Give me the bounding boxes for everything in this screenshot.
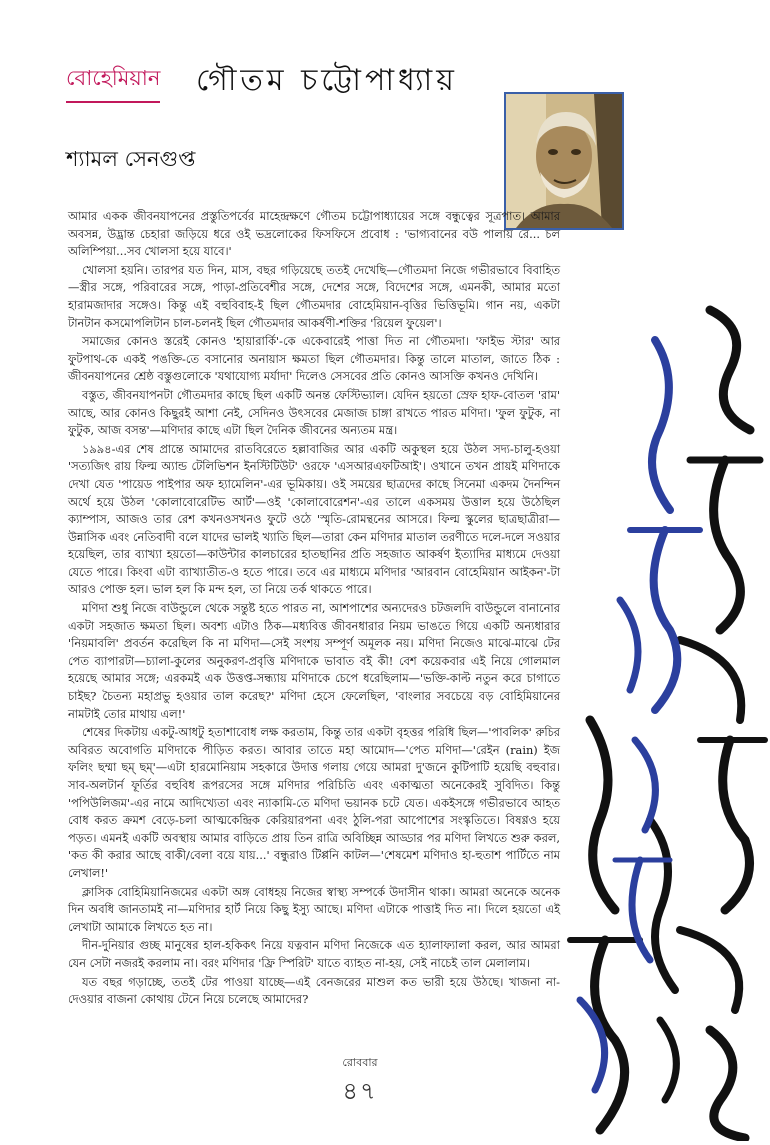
page-title: গৌতম চট্টোপাধ্যায় <box>196 63 458 98</box>
article-body <box>68 208 560 1010</box>
paragraph: সমাজের কোনও স্তরেই কোনও 'হায়ারার্কি'-কে একেবারেই পাত্তা দিত না গৌতমদা। 'ফাইভ স্টার' আর ফুটপাথ-কে একই পঙক্তি-তে বসানোর অনায়াস ক্ষমতা ছিল গৌতমদার। কিন্তু তালে মাতাল, জাতে ঠিক : জীবনযাপনের শ্রেষ্ঠ বস্তুগুলোকে 'যথাযোগ্য মর্যাদা' দিলেও সেসবের প্রতি কোনও আসক্তি কখনও দেখিনি। <box>68 334 560 384</box>
page-footer <box>330 1054 390 1113</box>
footer-label: রোববার <box>342 1056 378 1069</box>
paragraph: দীন-দুনিয়ার গুচ্ছ মানুষের হাল-হকিকৎ নিয়ে যত্নবান মণিদা নিজেকে এত হ্যালাফ্যালা করল, আর আমরা যেন সেটা নজরই করলাম না। বরং মণিদার 'ফ্রি স্পিরিট' যাতে ব্যাহত না-হয়, সেই নাচেই তাল মেলালাম। <box>68 938 560 970</box>
header-kicker: বোহেমিয়ান <box>66 62 160 103</box>
paragraph: যত বছর গড়াচ্ছে, ততই টের পাওয়া যাচ্ছে—এই বেনজরের মাশুল কত ভারী হয়ে উঠছে। খাজনা না-দেওয়ার বাজনা কোথায় টেনে নিয়ে চলেছে আমাদের? <box>68 974 560 1007</box>
calligraphy-icon <box>560 300 770 1141</box>
paragraph: খোলসা হয়নি। তারপর যত দিন, মাস, বছর গড়িয়েছে ততই দেখেছি—গৌতমদা নিজে গভীরভাবে বিবাহিত—স্ত্রীর সঙ্গে, পরিবারের সঙ্গে, পাড়া-প্রতিবেশীর সঙ্গে, দেশের সঙ্গে, বিদেশের সঙ্গে, এমনকী, আমার মতো হারামজাদার সঙ্গেও। কিন্তু এই বহুবিবাহ-ই ছিল গৌতমদার বোহেমিয়ান-বৃত্তির ভিত্তিভূমি। গান নয়, একটা টানটান কসমোপলিটান চাল-চলনই ছিল গৌতমদার আকর্ষণী-শক্তির 'রিয়েল ফুয়েল'। <box>68 262 560 330</box>
author-name: শ্যামল সেনগুপ্ত <box>66 147 196 171</box>
page-number: ৪৭ <box>342 1077 378 1105</box>
paragraph: ক্লাসিক বোহিমিয়ানিজমের একটা অঙ্গ বোধহয় নিজের স্বাস্থ্য সম্পর্কে উদাসীন থাকা। আমরা অনেকে অনেক দিন অবধি জানতামই না—মণিদার হার্ট নিয়ে কিছু ইস্যু আছে। মণিদা এটাকে পাত্তাই দিত না। দিলে হয়তো এই লেখাটা আমাকে লিখতে হত না। <box>68 884 560 934</box>
paragraph: বস্তুত, জীবনযাপনটা গৌতমদার কাছে ছিল একটি অনন্ত ফেস্টিভ্যাল। যেদিন হয়তো স্রেফ হাফ-বোতল 'রাম' আছে, আর কোনও কিছুরই আশা নেই, সেদিনও উৎসবের মেজাজ চাঙ্গা রাখতে পারত মণিদা। 'ফুল ফুটুক, না ফুটুক, আজ বসন্ত'—মণিদার কাছে এটা ছিল দৈনিক জীবনের অন্যতম মন্ত্র। <box>68 387 560 438</box>
paragraph: ১৯৯৪-এর শেষ প্রান্তে আমাদের রাতবিরেতে হল্লাবাজির আর একটি অকুস্থল হয়ে উঠল সদ্য-চালু-হওয়া 'সত্যজিৎ রায় ফিল্ম অ্যান্ড টেলিভিশন ইনস্টিটিউট' ওরফে 'এসআরএফটিআই'। ওখানে তখন প্রায়ই মণিদাকে দেখা যেত 'পায়েড পাইপার অফ হ্যামেলিন'-এর ভূমিকায়। ওই সময়ের ছাত্রদের কাছে সিনেমা একদম দৈনন্দিন অর্থে হয়ে উঠল 'কোলাবোরেটিভ আর্ট'—ওই 'কোলাবোরেশন'-এর তালে একসময় উত্তাল হয়ে উঠেছিল ক্যাম্পাস, আজও তার রেশ কখনওসখনও ফুটে ওঠে 'স্মৃতি-রোমন্থনের আসরে। ফিল্ম স্কুলের ছাত্রছাত্রীরা—উন্নাসিক এবং নেতিবাদী বলে যাদের ভালই খ্যাতি ছিল—তারা কেন মণিদার মাতাল তরণীতে দলে-দলে সওয়ার হয়েছিল, তার ব্যাখ্যা হয়তো—কাউন্টার কালচারের হাতছানির প্রতি সহজাত আকর্ষণ ইত্যাদির মাধ্যমে দেওয়া যেতে পারে। কিংবা এটা ব্যাখ্যাতীত-ও হতে পারে। তবে এর মাধ্যমে মণিদার 'আরবান বোহেমিয়ান আইকন'-টা আরও পোক্ত হল। ভাল হল কি মন্দ হল, তা নিয়ে তর্ক থাকতে পারে। <box>68 441 560 597</box>
calligraphy-decoration <box>560 300 770 1141</box>
paragraph: শেষের দিকটায় একটু-আধটু হতাশাবোধ লক্ষ করতাম, কিন্তু তার একটা বৃহত্তর পরিধি ছিল—'পাবলিক' রুচির অবিরত অবোগতি মণিদাকে পীড়িত করত। আবার তাতে মহা আমোদ—'পেত মণিদা—'রেইন (rain) ইজ ফলিং ছম্মা ছম্ ছম্'—এটা হারমোনিয়াম সহকারে উদাত্ত গলায় গেয়ে আমরা দু'জনে কুটিপাটি হয়েছি বহুবার। সাব-অলটার্ন ফূর্তির বহুবিধ রূপরসের সঙ্গে মণিদার পরিচিতি এবং একাত্মতা অনেকেরই সুবিদিত। কিন্তু 'পপিউলিজম'-এর নামে আদিখ্যেতা এবং ন্যাকামি-তে মণিদা ভয়ানক চটে যেত। একইসঙ্গে গভীরভাবে আহত বোধ করত ক্রমশ বেড়ে-চলা আত্মকেন্দ্রিক কেরিয়ারপনা এবং ঠুলি-পরা আপোশের সংস্কৃতিতে। বিষণ্ণও হয়ে পড়ত। এমনই একটি অবস্থায় আমার বাড়িতে প্রায় তিন রাত্রি অবিচ্ছিন্ন আড্ডার পর মণিদা লিখতে শুরু করল, 'কত কী করার আছে বাকী/বেলা বয়ে যায়...' বন্ধুরাও টিপ্পনি কাটল—'শেষমেশ মণিদাও হা-হুতাশ পার্টিতে নাম লেখাল!' <box>68 725 560 880</box>
paragraph: মণিদা শুধু নিজে বাউন্ডুলে থেকে সন্তুষ্ট হতে পারত না, আশপাশের অন্যদেরও চটজলদি বাউন্ডুলে বানানোর একটা সহজাত ক্ষমতা ছিল। অবশ্য এটাও ঠিক—মধ্যবিত্ত জীবনধারার নিয়ম ভাঙতে গিয়ে একটি অন্যধারার 'নিয়মাবলি' প্রবর্তন করেছিল কি না মণিদা—সেই সংশয় সম্পূর্ণ অমূলক নয়। মণিদা নিজেও মাঝে-মাঝে টের পেত ব্যাপারটা—চ্যালা-কুলের অনুকরণ-প্রবৃত্তি মণিদাকে ভাবাত বই কী! বেশ কয়েকবার এই নিয়ে গোলমাল হয়েছে আমার সঙ্গে; এরকমই এক উত্তপ্ত-সন্ধ্যায় মণিদাকে চেপে ধরেছিলাম—'ভক্তি-কাল্ট নতুন করে চাগাতে চাইছ? চৈতন্য মহাপ্রভু হওয়ার তাল করেছ?' মণিদা হেসে ফেলেছিল, 'বাংলার সবচেয়ে বড় বোহিমিয়ানের নামটাই তোর মাথায় এল!' <box>68 601 561 721</box>
paragraph: আমার একক জীবনযাপনের প্রস্তুতিপর্বের মাহেন্দ্রক্ষণে গৌতম চট্টোপাধ্যায়ের সঙ্গে বন্ধুত্বের সূত্রপাত। আমার অবসন্ন, উদ্ভ্রান্ত চেহারা জড়িয়ে ধরে ওই ভদ্রলোকের ফিসফিসে প্রবোধ : 'ভাগ্যবানের বউ পালায় রে... চল অলিম্পিয়া...সব খোলসা হয়ে যাবে।' <box>68 209 560 259</box>
